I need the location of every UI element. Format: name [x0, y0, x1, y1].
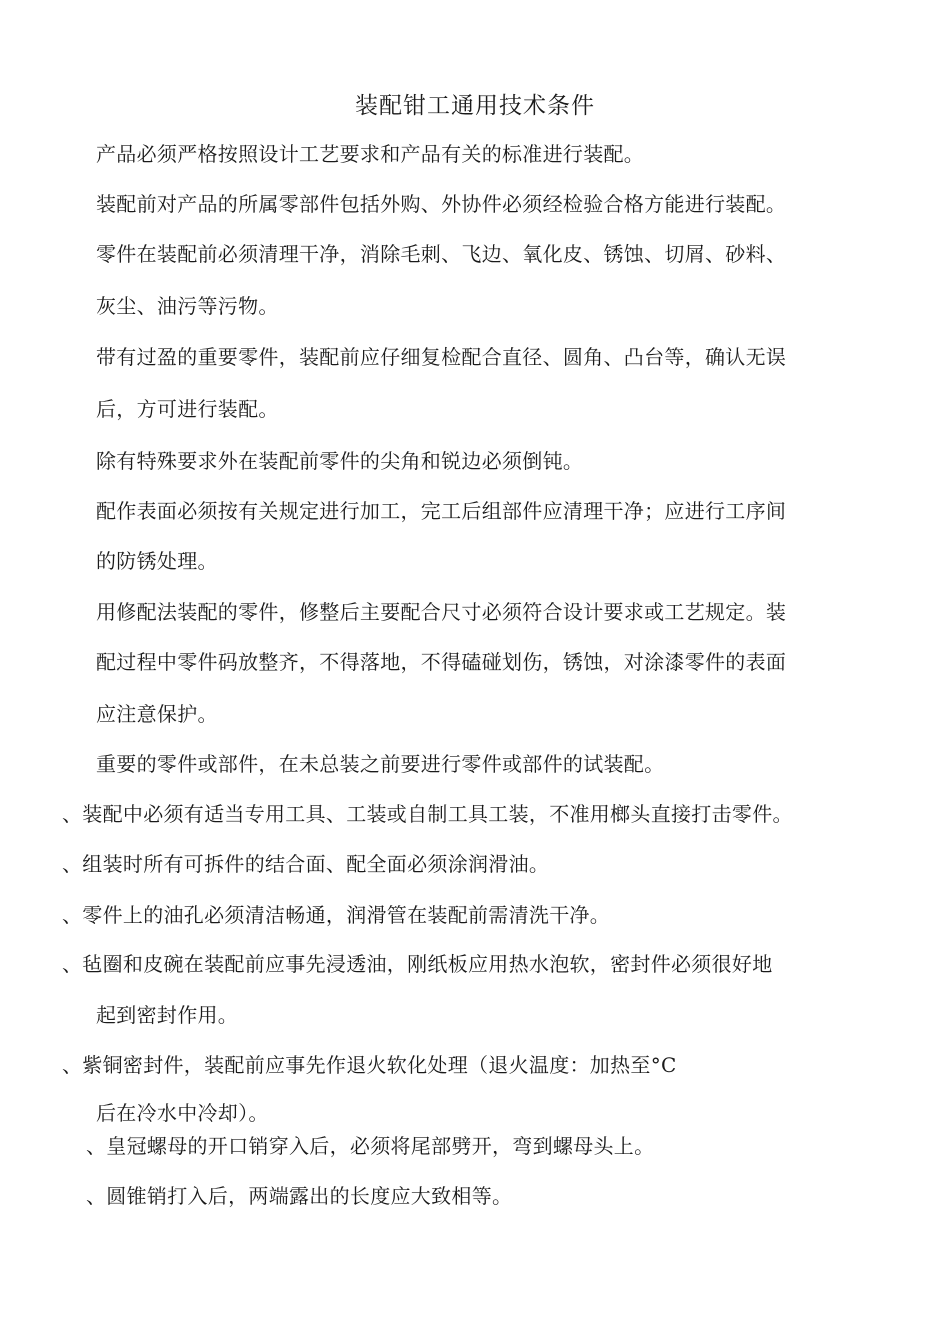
- text-line: 重要的零件或部件，在未总装之前要进行零件或部件的试装配。: [96, 752, 665, 776]
- text-line: 除有特殊要求外在装配前零件的尖角和锐边必须倒钝。: [96, 449, 584, 473]
- text-line: 产品必须严格按照设计工艺要求和产品有关的标准进行装配。: [96, 142, 645, 166]
- text-line: 用修配法装配的零件，修整后主要配合尺寸必须符合设计要求或工艺规定。装: [96, 600, 787, 624]
- list-item: 、圆锥销打入后，两端露出的长度应大致相等。: [86, 1184, 513, 1208]
- text-line: 后，方可进行装配。: [96, 397, 279, 421]
- list-item: 、组装时所有可拆件的结合面、配全面必须涂润滑油。: [62, 852, 550, 876]
- text-line: 起到密封作用。: [96, 1003, 239, 1027]
- list-item: 、紫铜密封件，装配前应事先作退火软化处理（退火温度：加热至°C: [62, 1053, 677, 1077]
- text-line: 配过程中零件码放整齐，不得落地，不得磕碰划伤，锈蚀，对涂漆零件的表面: [96, 650, 787, 674]
- text-line: 的防锈处理。: [96, 549, 218, 573]
- list-item: 、装配中必须有适当专用工具、工装或自制工具工装，不准用榔头直接打击零件。: [62, 802, 793, 826]
- text-line: 带有过盈的重要零件，装配前应仔细复检配合直径、圆角、凸台等，确认无误: [96, 345, 787, 369]
- document-title: 装配钳工通用技术条件: [355, 93, 595, 119]
- text-line: 配作表面必须按有关规定进行加工，完工后组部件应清理干净；应进行工序间: [96, 499, 787, 523]
- text-line: 后在冷水中冷却）。: [96, 1101, 269, 1125]
- list-item: 、零件上的油孔必须清洁畅通，润滑管在装配前需清洗干净。: [62, 903, 611, 927]
- text-line: 装配前对产品的所属零部件包括外购、外协件必须经检验合格方能进行装配。: [96, 192, 787, 216]
- text-line: 零件在装配前必须清理干净，消除毛刺、飞边、氧化皮、锈蚀、切屑、砂料、: [96, 242, 787, 266]
- list-item: 、毡圈和皮碗在装配前应事先浸透油，刚纸板应用热水泡软，密封件必须很好地: [62, 952, 773, 976]
- list-item: 、皇冠螺母的开口销穿入后，必须将尾部劈开，弯到螺母头上。: [86, 1134, 655, 1158]
- text-line: 灰尘、油污等污物。: [96, 294, 279, 318]
- text-line: 应注意保护。: [96, 702, 218, 726]
